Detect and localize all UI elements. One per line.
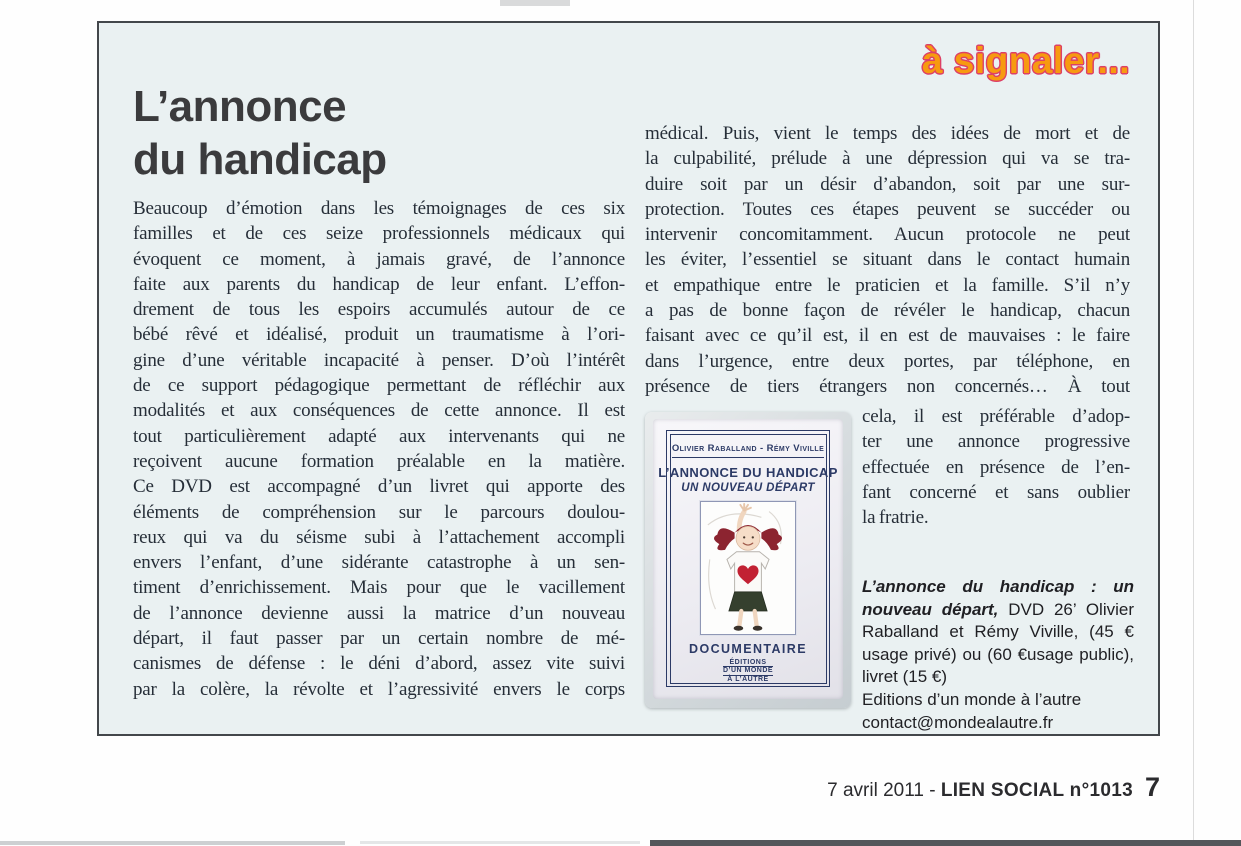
article-column-left: Beaucoup d’émotion dans les témoignages de ces six familles et de ces seize professionnels médicaux qui évoquent ce moment, à jamais gravé, de l’annonce faite aux parents du handicap de leur enfant. L’effon- drement de tous les espoirs accumulés autour de ce bébé rêvé et idéalisé, produit un traumatisme à l’ori- gine d’une véritable incapacité à penser. D’où l’intérêt de ce support pédagogique permettant de réfléchir aux modalités et aux conséquences de cette annonce. Il est tout particulièrement adapté aux intervenants qui ne reçoivent aucune formation préalable en la matière. Ce DVD est accompagné d’un livret qui apporte des éléments de compréhension sur le parcours doulou- reux qui va du séisme subi à l’attachement accompli envers l’enfant, d’une sidérante catastrophe à un sen- timent d’enrichissement. Mais pour que le vacillement de l’annonce devienne aussi la matrice d’un nouveau départ, il faut passer par un certain nombre de mé- canismes de défense : le déni d’abord, assez vite suivi par la colère, la révolte et l’agressivité envers le corps: [133, 198, 625, 700]
dvd-cover-photo: [645, 412, 851, 708]
footer-page-number: 7: [1144, 772, 1160, 802]
dvd-title: L’ANNONCE DU HANDICAP: [658, 464, 838, 480]
dvd-publisher-logo: ÉDITIONS D’UN MONDE À L’AUTRE: [722, 658, 774, 683]
caption-reference: [862, 576, 1134, 689]
caption-details: DVD 26’ Olivier Raballand et Rémy Viville, (45 € usage privé) ou (60 €usage public), livret (15 €): [862, 599, 1134, 687]
scan-artifact-bottom-right: [650, 840, 1241, 846]
article-title: L’annonce du handicap: [133, 82, 387, 184]
scan-artifact-bottom-mid: [360, 841, 640, 844]
footer-magazine-title: LIEN SOCIAL n°1013: [940, 780, 1133, 801]
footer-date: 7 avril 2011 -: [827, 780, 941, 801]
scan-artifact-bottom-left: [0, 841, 345, 845]
article-column-right-wrap: cela, il est préférable d’adop- ter une annonce progressive effectuée en présence de l’en- fant concerné et sans oublier la fratrie.: [862, 406, 1130, 529]
dvd-genre: DOCUMENTAIRE: [689, 641, 807, 656]
article-column-right: médical. Puis, vient le temps des idées de mort et de la culpabilité, prélude à une dépression qui va se tra- duire soit par un désir d’abandon, soit par une sur- protection. Toutes ces étapes peuvent se succéder ou intervenir concomitamment. Aucun protocole ne peut les éviter, l’essentiel se situant dans le contact humain et empathique entre le praticien et la famille. S’il n’y a pas de bonne façon de révéler le handicap, chacun faisant avec ce qu’il est, il en est de mauvaises : le faire dans l’urgence, entre deux portes, par téléphone, en présence de tiers étrangers non concernés… À tout: [645, 123, 1130, 397]
dvd-caption: [862, 576, 1134, 734]
dvd-cover-illustration: [700, 501, 796, 635]
dvd-subtitle: UN NOUVEAU DÉPART: [681, 481, 815, 494]
caption-title: L’annonce du handicap : un nouveau départ,: [862, 577, 1134, 619]
scan-artifact-page-edge: [1193, 0, 1194, 846]
section-header: à signaler...: [921, 40, 1130, 81]
scan-artifact-top: [500, 0, 570, 6]
page-footer: [827, 772, 1160, 803]
caption-publisher: Editions d’un monde à l’autre: [862, 689, 1082, 709]
dvd-case: [653, 419, 843, 699]
dvd-authors: Olivier Raballand - Rémy Viville: [672, 443, 824, 458]
caption-contact-email: contact@mondealautre.fr: [862, 712, 1054, 732]
dvd-cover-frame: [658, 430, 838, 687]
